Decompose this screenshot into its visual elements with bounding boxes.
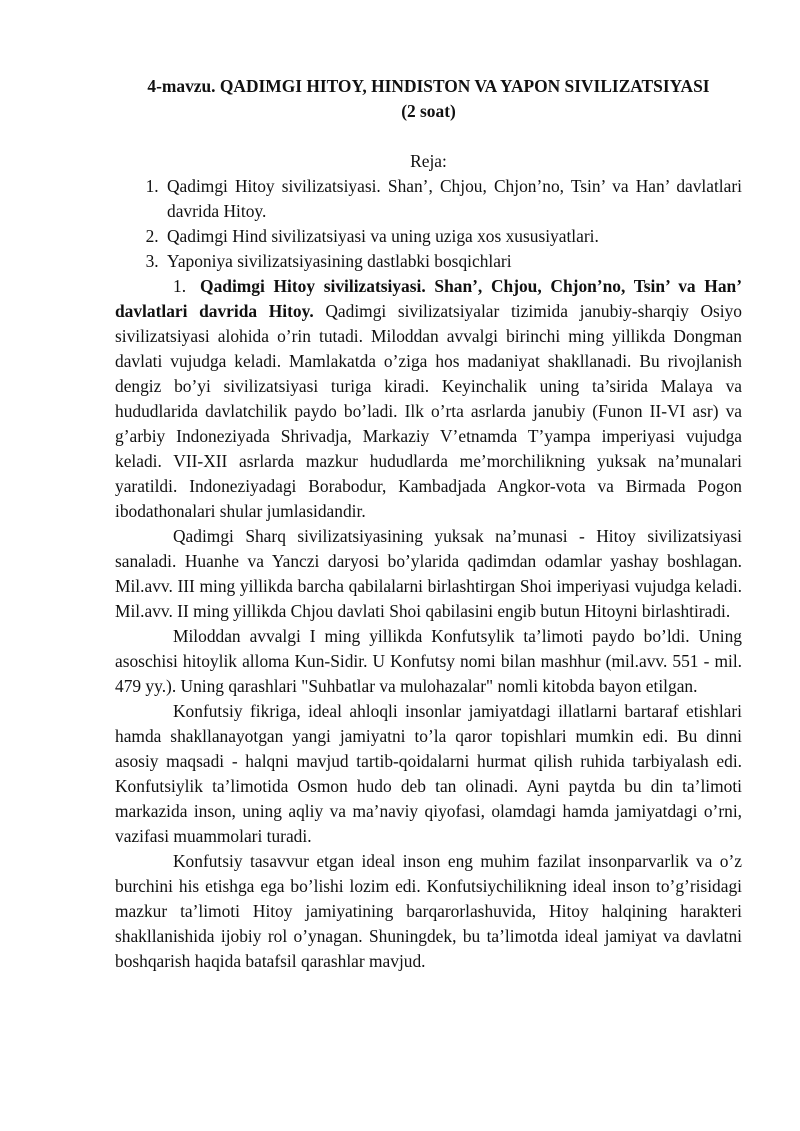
plan-item: 3. Yaponiya sivilizatsiyasining dastlabki bosqichlari [163, 249, 742, 274]
title-line-1: 4-mavzu. QADIMGI HITOY, HINDISTON VA YAPON SIVILIZATSIYASI [147, 76, 710, 96]
title-line-2: (2 soat) [401, 101, 456, 121]
section-1-paragraph [115, 274, 742, 524]
plan-heading: Reja: [410, 151, 447, 171]
body-paragraph: Miloddan avvalgi I ming yillikda Konfutsylik ta’limoti paydo bo’ldi. Uning asoschisi hitoylik alloma Kun-Sidir. U Konfutsy nomi bilan mashhur (mil.avv. 551 - mil. 479 yy.). Uning qarashlari "Suhbatlar va mulohazalar" nomli kitobda bayon etilgan. [115, 626, 742, 696]
section-text: Qadimgi sivilizatsiyalar tizimida janubiy-sharqiy Osiyo sivilizatsiyasi alohida o’rin tutadi. Miloddan avvalgi birinchi ming yillikda Dongman davlati vujudga keladi. Mamlakatda o’ziga hos madaniyat shakllanadi. Bu rivojlanish dengiz bo’yi sivilizatsiyasi turiga kiradi. Keyinchalik uning ta’sirida Malaya va hududlarida davlatchilik paydo bo’ladi. Ilk o’rta asrlarda janubiy (Funon II-VI asr) va g’arbiy Indoneziyada Shrivadja, Markaziy V’etnamda T’yampa imperiyasi vujudga keladi. VII-XII asrlarda mazkur hududlarda me’morchilikning yuksak na’munalari yaratildi. Indoneziyadagi Borabodur, Kambadjada Angkor-vota va Birmada Pogon ibodathonalari shular jumlasidandir. [115, 301, 742, 521]
section-number: 1. [173, 276, 187, 296]
section-heading: Qadimgi Hitoy sivilizatsiyasi. Shan’, Chjou, Chjon’no, Tsin’ va Han’ davlatlari davrida Hitoy. [115, 276, 742, 321]
body-paragraph: Qadimgi Sharq sivilizatsiyasining yuksak na’munasi - Hitoy sivilizatsiyasi sanaladi. Huanhe va Yanczi daryosi bo’ylarida qadimdan odamlar yashay boshlagan. Mil.avv. III ming yillikda barcha qabilalarni birlashtirgan Shoi imperiyasi vujudga keladi. Mil.avv. II ming yillikda Chjou davlati Shoi qabilasini engib butun Hitoyni birlashtiradi. [115, 526, 742, 621]
plan-item: 2. Qadimgi Hind sivilizatsiyasi va uning uziga xos xususiyatlari. [163, 224, 742, 249]
plan-list [115, 174, 742, 274]
plan-item: 1. Qadimgi Hitoy sivilizatsiyasi. Shan’, Chjou, Chjon’no, Tsin’ va Han’ davlatlari davrida Hitoy. [163, 174, 742, 224]
body-paragraph: Konfutsiy fikriga, ideal ahloqli insonlar jamiyatdagi illatlarni bartaraf etishlari hamda shakllanayotgan yangi jamiyatni to’la qaror topishlari mumkin edi. Bu dinni asosiy maqsadi - halqni mavjud tartib-qoidalarni hurmat qilish ruhida tarbiyalash edi. Konfutsiylik ta’limotida Osmon hudo deb tan olinadi. Ayni paytda bu din ta’limoti markazida inson, uning aqliy va ma’naviy qiyofasi, olamdagi hamda jamiyatdagi o’rni, vazifasi muammolari turadi. [115, 701, 742, 846]
page-title [115, 74, 742, 124]
body-paragraph: Konfutsiy tasavvur etgan ideal inson eng muhim fazilat insonparvarlik va o’z burchini his etishga ega bo’lishi lozim edi. Konfutsiychilikning ideal inson to’g’risidagi mazkur ta’limoti Hitoy jamiyatining barqarorlashuvida, Hitoy halqining harakteri shakllanishida ijobiy rol o’ynagan. Shuningdek, bu ta’limotda ideal jamiyat va davlatni boshqarish haqida batafsil qarashlar mavjud. [115, 851, 742, 971]
